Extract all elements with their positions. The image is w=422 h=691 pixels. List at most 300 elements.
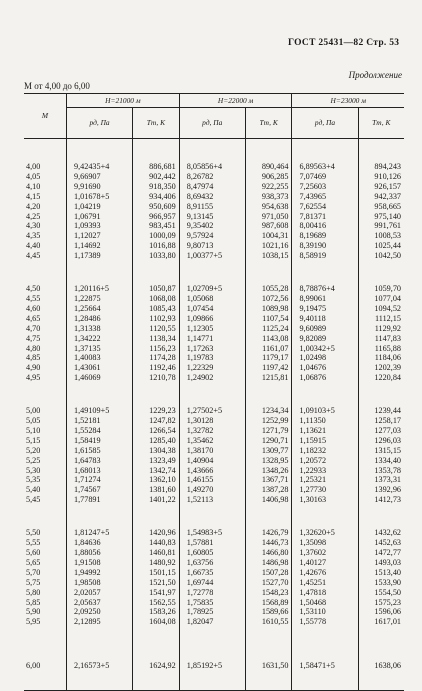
- cell-t: 1179,17: [245, 353, 292, 363]
- cell-p: 2,12895: [67, 617, 133, 627]
- cell-t: 1589,66: [245, 607, 292, 617]
- cell-m: 4,45: [26, 251, 41, 261]
- cell-p: 1,14692: [67, 241, 133, 251]
- cell-t: 1381,60: [133, 485, 180, 495]
- cell-p: 8,78876+4: [292, 284, 358, 294]
- cell-m: 5,65: [26, 557, 41, 567]
- cell-t: 1120,55: [133, 324, 180, 334]
- cell-p: 1,45251: [292, 578, 358, 588]
- table-row: [24, 548, 404, 558]
- cell-t: 1638,06: [358, 650, 404, 691]
- cell-m: 5,85: [26, 597, 41, 607]
- cell-m: 4,35: [26, 231, 41, 241]
- cell-p: 9,42435+4: [67, 162, 133, 172]
- cell-p: 1,00377+5: [179, 251, 245, 261]
- cell-t: 1008,53: [358, 231, 404, 241]
- cell-p: 1,61585: [67, 446, 133, 456]
- cell-t: 1562,55: [133, 598, 180, 608]
- table-row: [24, 466, 404, 476]
- cell-t: 1042,50: [358, 251, 404, 261]
- cell-p: 1,22875: [67, 294, 133, 304]
- cell-t: 1480,92: [133, 558, 180, 568]
- table-row: [24, 212, 404, 222]
- cell-t: 1192,46: [133, 363, 180, 373]
- cell-p: 2,09250: [67, 607, 133, 617]
- cell-p: 1,84636: [67, 538, 133, 548]
- cell-p: 1,09866: [179, 314, 245, 324]
- table-row: [24, 650, 404, 691]
- cell-p: 1,74567: [67, 485, 133, 495]
- cell-p: 7,62554: [292, 202, 358, 212]
- cell-t: 1367,71: [245, 475, 292, 485]
- cell-p: 1,49109+5: [67, 406, 133, 416]
- cell-m: 4,90: [26, 363, 41, 373]
- group-spacer: [24, 505, 404, 528]
- col-t-header: Tт, К: [245, 108, 292, 139]
- table-row: [24, 353, 404, 363]
- cell-t: 1304,38: [133, 446, 180, 456]
- cell-t: 1328,95: [245, 456, 292, 466]
- cell-t: 1184,06: [358, 353, 404, 363]
- cell-p: 1,13621: [292, 426, 358, 436]
- table-row: [24, 485, 404, 495]
- cell-t: 1247,82: [133, 416, 180, 426]
- cell-p: 9,13145: [179, 212, 245, 222]
- cell-p: 1,28486: [67, 314, 133, 324]
- cell-t: 1353,78: [358, 466, 404, 476]
- table-row: [24, 314, 404, 324]
- cell-p: 1,27730: [292, 485, 358, 495]
- cell-p: 1,54983+5: [179, 528, 245, 538]
- cell-t: 1533,90: [358, 578, 404, 588]
- cell-t: 1452,63: [358, 538, 404, 548]
- cell-p: 7,07469: [292, 172, 358, 182]
- table-row: [24, 182, 404, 192]
- cell-p: 1,09103+5: [292, 406, 358, 416]
- cell-m: 5,30: [26, 465, 41, 475]
- cell-t: 1059,70: [358, 284, 404, 294]
- cell-m: 5,00: [26, 406, 41, 416]
- cell-p: 1,68013: [67, 466, 133, 476]
- table-row: [24, 416, 404, 426]
- cell-p: 1,40083: [67, 353, 133, 363]
- cell-p: 2,02057: [67, 588, 133, 598]
- cell-t: 954,638: [245, 202, 292, 212]
- table-row: [24, 475, 404, 485]
- table-body: [24, 139, 404, 691]
- cell-t: 1138,34: [133, 334, 180, 344]
- cell-t: 1266,54: [133, 426, 180, 436]
- cell-t: 1387,28: [245, 485, 292, 495]
- cell-m: 4,30: [26, 221, 41, 231]
- cell-p: 8,69432: [179, 192, 245, 202]
- cell-p: 1,57881: [179, 538, 245, 548]
- cell-p: 1,37135: [67, 344, 133, 354]
- cell-m: 4,05: [26, 171, 41, 181]
- cell-t: 1021,16: [245, 241, 292, 251]
- cell-t: 942,337: [358, 192, 404, 202]
- cell-m: 5,15: [26, 435, 41, 445]
- cell-p: 1,43061: [67, 363, 133, 373]
- table-row: [24, 538, 404, 548]
- cell-t: 1229,23: [133, 406, 180, 416]
- cell-t: 1554,50: [358, 588, 404, 598]
- cell-t: 1610,55: [245, 617, 292, 627]
- cell-m: 4,95: [26, 373, 41, 383]
- cell-p: 1,94992: [67, 568, 133, 578]
- cell-m: 5,40: [26, 485, 41, 495]
- cell-m: 4,85: [26, 353, 41, 363]
- cell-p: 1,32620+5: [292, 528, 358, 538]
- table-row: [24, 426, 404, 436]
- cell-t: 1604,08: [133, 617, 180, 627]
- cell-p: 9,60989: [292, 324, 358, 334]
- cell-t: 1617,01: [358, 617, 404, 627]
- table-row: [24, 202, 404, 212]
- cell-p: 1,32782: [179, 426, 245, 436]
- cell-p: 8,58919: [292, 251, 358, 261]
- altitude-header-2: H=22000 м: [179, 94, 292, 108]
- cell-t: 1472,77: [358, 548, 404, 558]
- cell-t: 1521,50: [133, 578, 180, 588]
- cell-m: 5,35: [26, 475, 41, 485]
- cell-t: 1197,42: [245, 363, 292, 373]
- col-p-header: pд, Па: [67, 108, 133, 139]
- cell-p: 9,35402: [179, 221, 245, 231]
- cell-p: 1,25664: [67, 304, 133, 314]
- cell-p: 1,58471+5: [292, 650, 358, 691]
- cell-t: 971,050: [245, 212, 292, 222]
- table-row: [24, 172, 404, 182]
- table-row: [24, 304, 404, 314]
- cell-p: 2,05637: [67, 598, 133, 608]
- cell-t: 1271,79: [245, 426, 292, 436]
- cell-p: 8,00416: [292, 221, 358, 231]
- cell-t: 1527,70: [245, 578, 292, 588]
- cell-t: 1215,81: [245, 373, 292, 383]
- col-t-header: Tт, К: [358, 108, 404, 139]
- cell-m: 5,45: [26, 495, 41, 505]
- cell-p: 8,91155: [179, 202, 245, 212]
- cell-p: 1,02498: [292, 353, 358, 363]
- cell-t: 1252,99: [245, 416, 292, 426]
- cell-t: 938,373: [245, 192, 292, 202]
- table-row: [24, 436, 404, 446]
- cell-m: 5,60: [26, 548, 41, 557]
- cell-t: 1466,80: [245, 548, 292, 558]
- cell-t: 1285,40: [133, 436, 180, 446]
- cell-p: 1,55284: [67, 426, 133, 436]
- cell-t: 1239,44: [358, 406, 404, 416]
- cell-p: 1,69744: [179, 578, 245, 588]
- table-row: [24, 598, 404, 608]
- cell-p: 1,06791: [67, 212, 133, 222]
- cell-t: 1174,28: [133, 353, 180, 363]
- cell-p: 1,38170: [179, 446, 245, 456]
- cell-t: 1392,96: [358, 485, 404, 495]
- cell-t: 918,350: [133, 182, 180, 192]
- cell-p: 1,22329: [179, 363, 245, 373]
- cell-t: 1025,44: [358, 241, 404, 251]
- cell-t: 1362,10: [133, 475, 180, 485]
- cell-t: 1234,34: [245, 406, 292, 416]
- continuation-label: Продолжение: [348, 70, 402, 80]
- table-row: [24, 192, 404, 202]
- cell-t: 906,285: [245, 172, 292, 182]
- cell-m: 4,80: [26, 343, 41, 353]
- cell-m: 4,75: [26, 333, 41, 343]
- cell-p: 1,77891: [67, 495, 133, 505]
- cell-t: 1290,71: [245, 436, 292, 446]
- cell-p: 1,46069: [67, 373, 133, 383]
- cell-p: 1,46155: [179, 475, 245, 485]
- cell-t: 1143,08: [245, 334, 292, 344]
- cell-p: 1,49270: [179, 485, 245, 495]
- cell-t: 1016,88: [133, 241, 180, 251]
- table-row: [24, 373, 404, 383]
- table-row: [24, 344, 404, 354]
- cell-t: 1125,24: [245, 324, 292, 334]
- cell-t: 1373,31: [358, 475, 404, 485]
- table-row: [24, 446, 404, 456]
- col-m-header: M: [24, 94, 67, 139]
- cell-m: 5,25: [26, 455, 41, 465]
- table-row: [24, 294, 404, 304]
- cell-p: 8,26782: [179, 172, 245, 182]
- cell-p: 1,09393: [67, 221, 133, 231]
- cell-t: 1541,97: [133, 588, 180, 598]
- cell-p: 9,40118: [292, 314, 358, 324]
- table-row: [24, 231, 404, 241]
- cell-p: 1,64783: [67, 456, 133, 466]
- cell-t: 1220,84: [358, 373, 404, 383]
- cell-p: 1,07454: [179, 304, 245, 314]
- table-row: [24, 607, 404, 617]
- cell-t: 1147,83: [358, 334, 404, 344]
- cell-t: 1440,83: [133, 538, 180, 548]
- cell-p: 1,53110: [292, 607, 358, 617]
- cell-m: 6,00: [24, 650, 67, 691]
- cell-m: 4,25: [26, 211, 41, 221]
- cell-p: 1,24902: [179, 373, 245, 383]
- cell-t: 1202,39: [358, 363, 404, 373]
- altitude-header-1: H=21000 м: [67, 94, 180, 108]
- cell-p: 1,40127: [292, 558, 358, 568]
- table-row: [24, 162, 404, 172]
- cell-m: 4,50: [26, 284, 41, 294]
- cell-m: 5,55: [26, 538, 41, 548]
- cell-t: 1446,73: [245, 538, 292, 548]
- cell-t: 890,464: [245, 162, 292, 172]
- col-p-header: pд, Па: [292, 108, 358, 139]
- cell-t: 922,255: [245, 182, 292, 192]
- cell-p: 1,88056: [67, 548, 133, 558]
- cell-p: 1,81247+5: [67, 528, 133, 538]
- cell-t: 1000,09: [133, 231, 180, 241]
- cell-t: 1501,15: [133, 568, 180, 578]
- table-row: [24, 528, 404, 538]
- cell-m: 5,70: [26, 567, 41, 577]
- cell-t: 1309,77: [245, 446, 292, 456]
- cell-t: 1161,07: [245, 344, 292, 354]
- data-table: [24, 93, 404, 691]
- cell-m: 4,70: [26, 323, 41, 333]
- cell-p: 1,01678+5: [67, 192, 133, 202]
- cell-m: 4,55: [26, 293, 41, 303]
- cell-p: 9,80713: [179, 241, 245, 251]
- cell-p: 9,19475: [292, 304, 358, 314]
- table-row: [24, 334, 404, 344]
- group-spacer: [24, 139, 404, 163]
- cell-p: 9,82089: [292, 334, 358, 344]
- cell-t: 1033,80: [133, 251, 180, 261]
- cell-t: 950,609: [133, 202, 180, 212]
- cell-p: 1,66735: [179, 568, 245, 578]
- cell-p: 1,91508: [67, 558, 133, 568]
- cell-t: 1129,92: [358, 324, 404, 334]
- table-row: [24, 617, 404, 627]
- cell-p: 1,00342+5: [292, 344, 358, 354]
- cell-t: 1089,98: [245, 304, 292, 314]
- cell-t: 1102,93: [133, 314, 180, 324]
- table-row: [24, 324, 404, 334]
- cell-p: 1,37602: [292, 548, 358, 558]
- cell-p: 1,43666: [179, 466, 245, 476]
- cell-p: 7,81371: [292, 212, 358, 222]
- cell-m: 5,50: [26, 528, 41, 538]
- cell-p: 8,05856+4: [179, 162, 245, 172]
- cell-p: 7,25603: [292, 182, 358, 192]
- cell-m: 4,60: [26, 303, 41, 313]
- cell-p: 1,98508: [67, 578, 133, 588]
- cell-p: 1,04676: [292, 363, 358, 373]
- cell-p: 1,71274: [67, 475, 133, 485]
- cell-p: 1,50468: [292, 598, 358, 608]
- cell-t: 1412,73: [358, 495, 404, 505]
- cell-t: 1401,22: [133, 495, 180, 505]
- cell-t: 1323,49: [133, 456, 180, 466]
- cell-p: 1,02709+5: [179, 284, 245, 294]
- cell-p: 1,52181: [67, 416, 133, 426]
- table-row: [24, 251, 404, 261]
- cell-p: 1,47818: [292, 588, 358, 598]
- table-row: [24, 241, 404, 251]
- cell-t: 1210,78: [133, 373, 180, 383]
- cell-t: 1156,23: [133, 344, 180, 354]
- cell-t: 1315,15: [358, 446, 404, 456]
- cell-p: 1,85192+5: [179, 650, 245, 691]
- cell-t: 1596,06: [358, 607, 404, 617]
- cell-m: 4,65: [26, 313, 41, 323]
- cell-m: 4,15: [26, 191, 41, 201]
- cell-t: 1513,40: [358, 568, 404, 578]
- cell-t: 1085,43: [133, 304, 180, 314]
- cell-m: 5,95: [26, 617, 41, 627]
- cell-p: 1,31338: [67, 324, 133, 334]
- cell-p: 7,43965: [292, 192, 358, 202]
- cell-t: 1493,03: [358, 558, 404, 568]
- table-row: [24, 588, 404, 598]
- table-row: [24, 363, 404, 373]
- cell-p: 1,78925: [179, 607, 245, 617]
- cell-p: 1,18232: [292, 446, 358, 456]
- group-spacer: [24, 383, 404, 406]
- cell-t: 1068,08: [133, 294, 180, 304]
- cell-t: 966,957: [133, 212, 180, 222]
- cell-m: 4,10: [26, 181, 41, 191]
- cell-p: 1,25321: [292, 475, 358, 485]
- cell-t: 902,442: [133, 172, 180, 182]
- cell-t: 1583,26: [133, 607, 180, 617]
- cell-t: 975,140: [358, 212, 404, 222]
- cell-t: 1296,03: [358, 436, 404, 446]
- cell-t: 991,761: [358, 221, 404, 231]
- cell-p: 1,11350: [292, 416, 358, 426]
- cell-t: 1507,28: [245, 568, 292, 578]
- cell-p: 1,75835: [179, 598, 245, 608]
- cell-t: 1072,56: [245, 294, 292, 304]
- cell-t: 1575,23: [358, 598, 404, 608]
- cell-t: 1460,81: [133, 548, 180, 558]
- cell-t: 1107,54: [245, 314, 292, 324]
- page-header: ГОСТ 25431—82 Стр. 53: [288, 38, 400, 48]
- cell-p: 8,47974: [179, 182, 245, 192]
- cell-p: 1,30128: [179, 416, 245, 426]
- cell-p: 1,12027: [67, 231, 133, 241]
- cell-m: 5,80: [26, 587, 41, 597]
- cell-t: 1624,92: [133, 650, 180, 691]
- cell-t: 1426,79: [245, 528, 292, 538]
- cell-p: 1,42676: [292, 568, 358, 578]
- cell-p: 8,19689: [292, 231, 358, 241]
- cell-t: 926,157: [358, 182, 404, 192]
- altitude-header-3: H=23000 м: [292, 94, 404, 108]
- cell-t: 886,681: [133, 162, 180, 172]
- cell-t: 1348,26: [245, 466, 292, 476]
- cell-t: 1112,15: [358, 314, 404, 324]
- cell-p: 1,12305: [179, 324, 245, 334]
- cell-p: 9,66907: [67, 172, 133, 182]
- cell-t: 983,451: [133, 221, 180, 231]
- cell-t: 1077,04: [358, 294, 404, 304]
- cell-p: 2,16573+5: [67, 650, 133, 691]
- cell-p: 1,58419: [67, 436, 133, 446]
- table-row: [24, 221, 404, 231]
- cell-t: 1038,15: [245, 251, 292, 261]
- cell-p: 1,35462: [179, 436, 245, 446]
- cell-t: 1406,98: [245, 495, 292, 505]
- cell-t: 934,406: [133, 192, 180, 202]
- cell-m: 4,20: [26, 201, 41, 211]
- cell-t: 1420,96: [133, 528, 180, 538]
- table-row: [24, 406, 404, 416]
- cell-m: 5,90: [26, 607, 41, 617]
- cell-m: 5,20: [26, 445, 41, 455]
- cell-t: 987,608: [245, 221, 292, 231]
- cell-p: 1,30163: [292, 495, 358, 505]
- cell-m: 4,00: [26, 162, 41, 171]
- cell-p: 1,72778: [179, 588, 245, 598]
- cell-p: 9,91690: [67, 182, 133, 192]
- table-row: [24, 558, 404, 568]
- cell-p: 1,20116+5: [67, 284, 133, 294]
- group-spacer: [24, 261, 404, 284]
- col-t-header: Tт, К: [133, 108, 180, 139]
- cell-t: 894,243: [358, 162, 404, 172]
- cell-t: 1094,52: [358, 304, 404, 314]
- cell-t: 910,126: [358, 172, 404, 182]
- cell-m: 4,40: [26, 241, 41, 251]
